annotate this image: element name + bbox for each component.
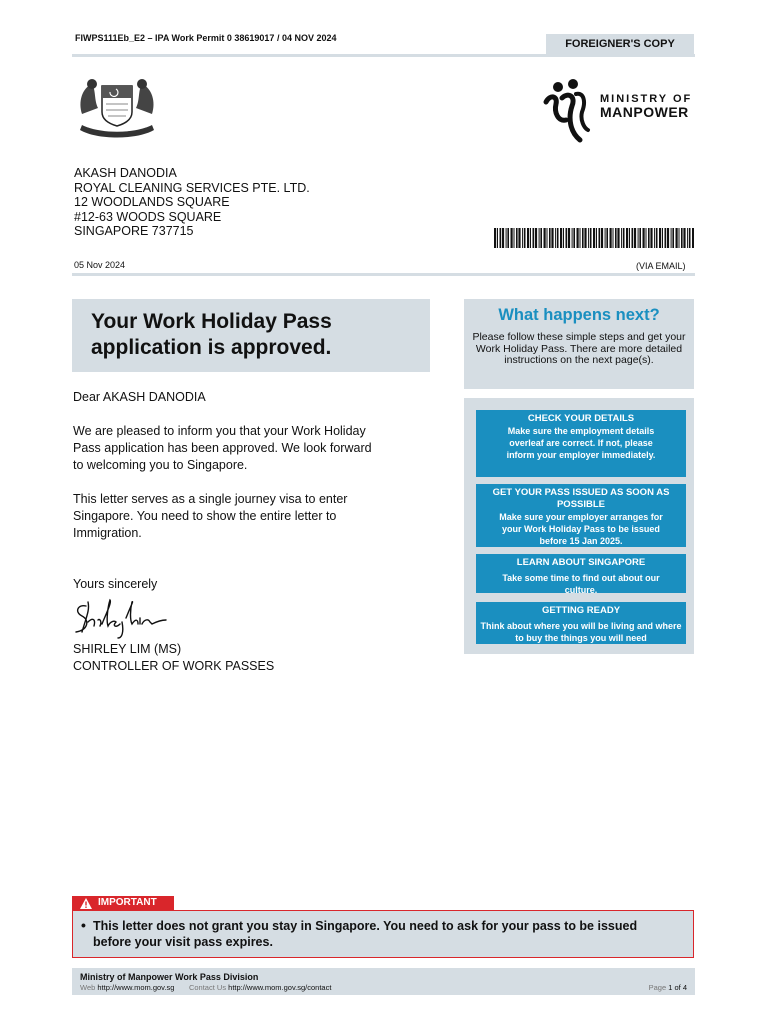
step-text: Make sure your employer arranges for your Work Holiday Pass to be issued before 15 Jan 2025. xyxy=(499,512,663,546)
barcode-bar xyxy=(672,228,674,248)
barcode-bar xyxy=(544,228,546,248)
barcode-bar xyxy=(527,228,529,248)
barcode-bar xyxy=(549,228,551,248)
footer xyxy=(72,968,695,995)
barcode-bar xyxy=(676,228,678,248)
step-text: Make sure the employment details overleaf are correct. If not, please inform your employer immediately. xyxy=(506,426,656,460)
letter-paragraph: We are pleased to inform you that your Work Holiday Pass application has been approved. We look forward to welcoming you to Singapore. xyxy=(73,424,372,472)
barcode-bar xyxy=(626,228,628,248)
barcode-bar xyxy=(577,228,579,248)
barcode-bar xyxy=(621,228,622,248)
barcode-bar xyxy=(662,228,663,248)
barcode-bar xyxy=(617,228,619,248)
letter-paragraph: This letter serves as a single journey visa to enter Singapore. You need to show the entire letter to Immigration. xyxy=(73,492,348,540)
barcode-bar xyxy=(646,228,647,248)
barcode-bar xyxy=(683,228,685,248)
barcode-bar xyxy=(522,228,523,248)
letter-closing: Yours sincerely xyxy=(73,577,158,591)
barcode-bar xyxy=(615,228,617,248)
barcode-bar xyxy=(671,228,672,248)
barcode-bar xyxy=(563,228,564,248)
barcode-bar xyxy=(623,228,625,248)
barcode-bar xyxy=(638,228,639,248)
barcode-bar xyxy=(507,228,509,248)
barcode-bar xyxy=(648,228,650,248)
address-line: SINGAPORE 737715 xyxy=(74,224,194,238)
address-line: #12-63 WOODS SQUARE xyxy=(74,209,222,224)
barcode-bar xyxy=(533,228,535,248)
barcode-bar xyxy=(590,228,592,248)
barcode xyxy=(494,228,694,248)
letter-greeting: Dear AKASH DANODIA xyxy=(73,390,206,404)
barcode-bar xyxy=(654,228,655,248)
important-notice xyxy=(72,910,694,958)
barcode-bar xyxy=(518,228,520,248)
important-label-text: IMPORTANT xyxy=(98,897,157,908)
barcode-bar xyxy=(530,228,531,248)
step-heading: GET YOUR PASS ISSUED AS SOON AS POSSIBLE xyxy=(492,487,670,510)
barcode-bar xyxy=(506,228,507,248)
barcode-bar xyxy=(500,228,502,248)
copy-label: FOREIGNER'S COPY xyxy=(546,34,694,54)
barcode-bar xyxy=(573,228,575,248)
step-heading: LEARN ABOUT SINGAPORE xyxy=(516,557,646,568)
page-title: Your Work Holiday Pass application is approved. xyxy=(91,310,332,359)
barcode-bar xyxy=(687,228,688,248)
barcode-bar xyxy=(551,228,553,248)
warning-icon xyxy=(80,898,92,909)
barcode-bar xyxy=(572,228,573,248)
barcode-bar xyxy=(524,228,526,248)
document-reference: FIWPS111Eb_E2 – IPA Work Permit 0 38619017 / 04 NOV 2024 xyxy=(75,33,337,43)
recipient-address xyxy=(74,166,310,239)
barcode-bar xyxy=(502,228,504,248)
step-get-pass-issued xyxy=(476,484,686,547)
barcode-bar xyxy=(580,228,581,248)
barcode-bar xyxy=(605,228,606,248)
barcode-bar xyxy=(679,228,680,248)
step-text: Think about where you will be living and where to buy the things you will need xyxy=(480,621,682,643)
mom-logo-text xyxy=(600,93,692,119)
singapore-crest-icon xyxy=(72,74,162,142)
approval-title-panel xyxy=(72,299,430,372)
barcode-bar xyxy=(643,228,645,248)
important-label xyxy=(72,896,174,910)
barcode-bar xyxy=(629,228,630,248)
next-steps-title: What happens next? xyxy=(498,306,660,324)
signatory-name: SHIRLEY LIM (MS) xyxy=(73,642,182,656)
barcode-bar xyxy=(582,228,584,248)
barcode-bar xyxy=(606,228,608,248)
web-link[interactable]: http://www.mom.gov.sg xyxy=(97,983,175,992)
barcode-bar xyxy=(596,228,597,248)
barcode-bar xyxy=(667,228,669,248)
letter-date: 05 Nov 2024 xyxy=(74,260,126,270)
barcode-bar xyxy=(555,228,556,248)
barcode-bar xyxy=(692,228,694,248)
barcode-bar xyxy=(584,228,586,248)
barcode-bar xyxy=(540,228,542,248)
barcode-bar xyxy=(514,228,515,248)
barcode-bar xyxy=(634,228,636,248)
address-line: ROYAL CLEANING SERVICES PTE. LTD. xyxy=(74,180,310,195)
barcode-bar xyxy=(593,228,595,248)
barcode-bar xyxy=(632,228,634,248)
barcode-bar xyxy=(639,228,641,248)
steps-panel xyxy=(464,398,694,654)
page-value: 1 of 4 xyxy=(668,983,687,992)
barcode-bar xyxy=(547,228,548,248)
date-divider xyxy=(72,273,695,276)
step-getting-ready xyxy=(476,602,686,644)
contact-link[interactable]: http://www.mom.gov.sg/contact xyxy=(228,983,332,992)
barcode-bar xyxy=(689,228,691,248)
footer-title: Ministry of Manpower Work Pass Division xyxy=(80,972,259,982)
step-heading: GETTING READY xyxy=(541,605,621,616)
barcode-bar xyxy=(650,228,652,248)
header-divider xyxy=(72,54,695,57)
barcode-bar xyxy=(610,228,612,248)
barcode-bar xyxy=(494,228,496,248)
barcode-bar xyxy=(588,228,589,248)
page-number xyxy=(649,983,687,992)
signatory-title: CONTROLLER OF WORK PASSES xyxy=(73,659,275,673)
important-text: This letter does not grant you stay in Singapore. You need to ask for your pass to be issued before your visit pass expires. xyxy=(93,919,638,949)
contact-label: Contact Us xyxy=(188,983,227,992)
page-label: Page xyxy=(648,983,667,992)
signature-icon xyxy=(72,596,167,641)
barcode-bar xyxy=(681,228,683,248)
barcode-bar xyxy=(516,228,518,248)
barcode-bar xyxy=(511,228,513,248)
barcode-bar xyxy=(539,228,540,248)
web-label: Web xyxy=(80,983,96,992)
step-heading: CHECK YOUR DETAILS xyxy=(527,413,635,424)
barcode-bar xyxy=(560,228,562,248)
barcode-bar xyxy=(656,228,658,248)
address-line: 12 WOODLANDS SQUARE xyxy=(74,195,230,209)
step-check-details xyxy=(476,410,686,477)
mom-logo-line1: MINISTRY OF xyxy=(600,93,693,105)
barcode-bar xyxy=(568,228,570,248)
barcode-bar xyxy=(665,228,667,248)
next-steps-intro: Please follow these simple steps and get your Work Holiday Pass. There are more detailed instructions on the next page(s). xyxy=(472,331,686,366)
barcode-bar xyxy=(557,228,559,248)
barcode-bar xyxy=(601,228,603,248)
barcode-bar xyxy=(659,228,661,248)
footer-links xyxy=(80,983,331,992)
barcode-bar xyxy=(566,228,568,248)
next-steps-panel xyxy=(464,299,694,389)
barcode-bar xyxy=(497,228,498,248)
address-line: AKASH DANODIA xyxy=(74,166,177,180)
delivery-method: (VIA EMAIL) xyxy=(636,261,686,271)
barcode-bar xyxy=(535,228,537,248)
mom-logo-line2: MANPOWER xyxy=(600,104,689,120)
barcode-bar xyxy=(613,228,614,248)
bullet-icon: • xyxy=(81,917,86,933)
barcode-bar xyxy=(599,228,601,248)
step-text: Take some time to find out about our culture. xyxy=(502,573,660,595)
step-learn-singapore xyxy=(476,554,686,593)
